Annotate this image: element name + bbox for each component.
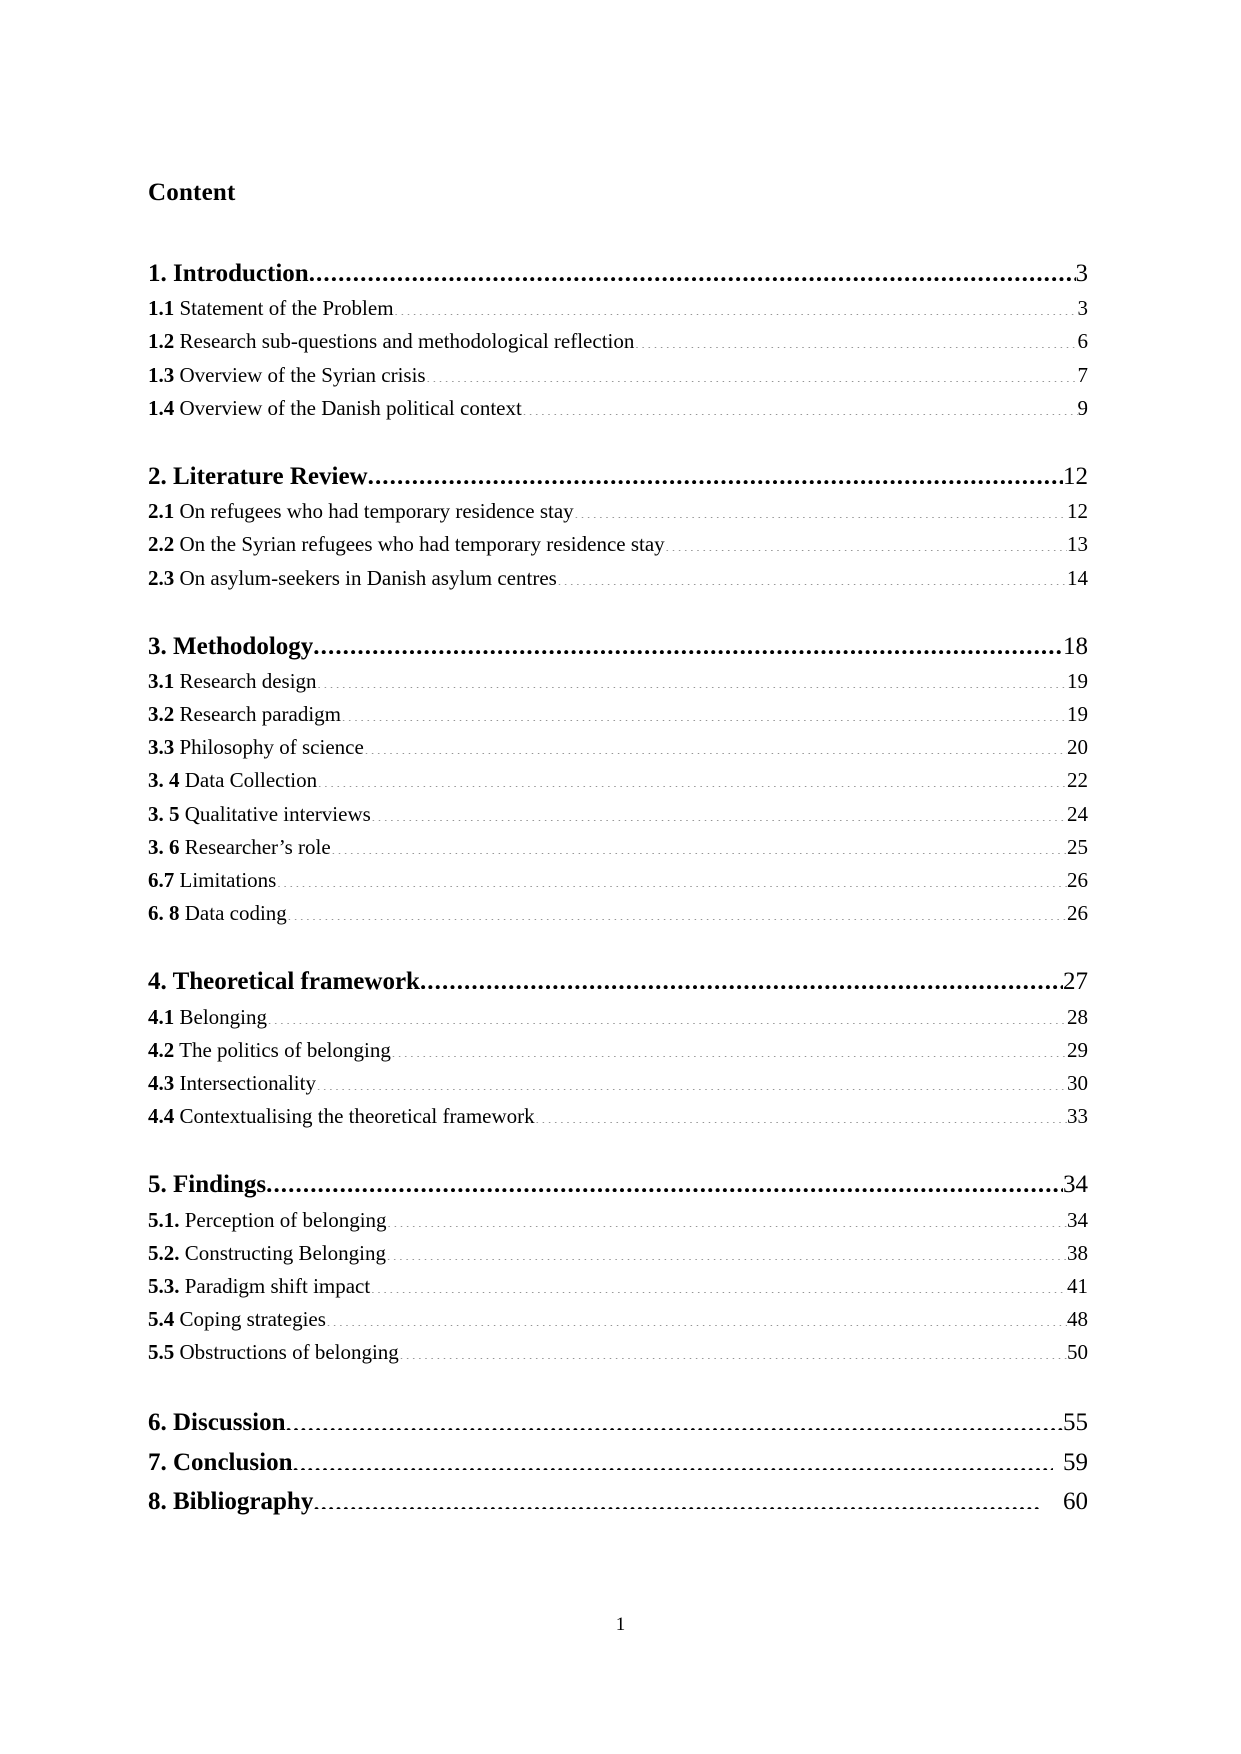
dot-leader <box>309 256 1076 281</box>
toc-entry-row[interactable] <box>148 562 1088 595</box>
dot-leader <box>394 294 1078 315</box>
toc-group-4 <box>148 964 1088 1133</box>
toc-entry-label: 3.2 Research paradigm <box>148 702 342 727</box>
toc-entry-row[interactable] <box>148 764 1088 797</box>
toc-entry-label: 5.1. Perception of belonging <box>148 1207 387 1232</box>
toc-chapter-row[interactable] <box>148 964 1088 1000</box>
dot-leader <box>287 899 1067 920</box>
toc-group-5 <box>148 1167 1088 1369</box>
table-of-contents <box>148 178 1088 1522</box>
toc-page-number: 24 <box>1067 801 1088 826</box>
toc-entry-label: 2.1 On refugees who had temporary residence stay <box>148 499 574 524</box>
toc-entry-label: 2.3 On asylum-seekers in Danish asylum centres <box>148 565 557 590</box>
dot-leader <box>370 1272 1067 1293</box>
dot-leader <box>634 327 1077 348</box>
dot-leader <box>368 459 1063 484</box>
toc-page-number: 38 <box>1067 1240 1088 1265</box>
toc-page-number: 12 <box>1067 499 1088 524</box>
toc-chapter-row[interactable] <box>148 459 1088 495</box>
toc-entry-row[interactable] <box>148 831 1088 864</box>
toc-entry-row[interactable] <box>148 864 1088 897</box>
toc-entry-row[interactable] <box>148 1100 1088 1133</box>
dot-leader <box>313 629 1063 654</box>
toc-page-number: 3 <box>1075 260 1088 287</box>
toc-page-number: 30 <box>1067 1070 1088 1095</box>
toc-page-number: 34 <box>1063 1171 1088 1199</box>
toc-entry-label: 1.2 Research sub-questions and methodological reflection <box>148 329 635 354</box>
toc-page-number: 12 <box>1063 462 1088 490</box>
toc-chapter-label: 1. Introduction <box>148 260 309 287</box>
toc-page-number: 29 <box>1067 1037 1088 1062</box>
dot-leader <box>292 1445 1053 1470</box>
toc-chapter-label: 3. Methodology <box>148 632 314 660</box>
dot-leader <box>316 1069 1067 1090</box>
toc-entry-row[interactable] <box>148 897 1088 930</box>
toc-group-tail <box>148 1403 1088 1522</box>
toc-entry-label: 5.4 Coping strategies <box>148 1307 326 1332</box>
toc-entry-row[interactable] <box>148 325 1088 358</box>
dot-leader <box>317 667 1067 688</box>
toc-page-number: 48 <box>1067 1307 1088 1332</box>
toc-chapter-row[interactable] <box>148 1167 1088 1203</box>
toc-page-number: 41 <box>1067 1273 1088 1298</box>
toc-page-number: 20 <box>1067 735 1088 760</box>
toc-chapter-row[interactable] <box>148 629 1088 665</box>
toc-entry-row[interactable] <box>148 1270 1088 1303</box>
toc-entry-label: 1.3 Overview of the Syrian crisis <box>148 362 426 387</box>
dot-leader <box>522 394 1078 415</box>
toc-entry-row[interactable] <box>148 495 1088 528</box>
dot-leader <box>317 766 1067 787</box>
toc-group-1 <box>148 256 1088 425</box>
toc-page-number: 19 <box>1067 668 1088 693</box>
toc-entry-label: 4.1 Belonging <box>148 1004 267 1029</box>
toc-entry-label: 5.5 Obstructions of belonging <box>148 1340 399 1365</box>
toc-entry-label: 5.2. Constructing Belonging <box>148 1240 386 1265</box>
toc-entry-row[interactable] <box>148 359 1088 392</box>
toc-chapter-row[interactable] <box>148 1403 1088 1443</box>
toc-entry-row[interactable] <box>148 798 1088 831</box>
toc-page-number: 55 <box>1063 1409 1088 1437</box>
toc-page-number: 26 <box>1067 901 1088 926</box>
toc-page-number: 9 <box>1077 395 1088 420</box>
toc-chapter-label: 7. Conclusion <box>148 1448 293 1476</box>
toc-entry-label: 6.7 Limitations <box>148 867 277 892</box>
toc-entry-label: 4.2 The politics of belonging <box>148 1037 391 1062</box>
dot-leader <box>341 700 1067 721</box>
toc-page-number: 19 <box>1067 702 1088 727</box>
toc-page-number: 27 <box>1063 968 1088 996</box>
toc-page-number: 6 <box>1077 329 1088 354</box>
toc-page-number: 3 <box>1077 296 1088 321</box>
toc-entry-label: 1.1 Statement of the Problem <box>148 296 394 321</box>
toc-entry-row[interactable] <box>148 528 1088 561</box>
toc-entry-row[interactable] <box>148 665 1088 698</box>
toc-chapter-label: 8. Bibliography <box>148 1488 314 1516</box>
toc-entry-row[interactable] <box>148 1336 1088 1369</box>
dot-leader <box>557 564 1067 585</box>
toc-page-number: 22 <box>1067 768 1088 793</box>
toc-entry-label: 1.4 Overview of the Danish political context <box>148 395 522 420</box>
dot-leader <box>535 1102 1067 1123</box>
dot-leader <box>386 1239 1067 1260</box>
dot-leader <box>286 1405 1063 1430</box>
toc-entry-row[interactable] <box>148 1237 1088 1270</box>
toc-entry-row[interactable] <box>148 1303 1088 1336</box>
dot-leader <box>420 964 1063 989</box>
toc-chapter-row[interactable] <box>148 1482 1088 1522</box>
toc-page-number: 34 <box>1067 1207 1088 1232</box>
toc-page-number: 7 <box>1077 362 1088 387</box>
dot-leader <box>313 1484 1041 1509</box>
toc-page-number: 59 <box>1063 1448 1088 1476</box>
toc-entry-row[interactable] <box>148 1204 1088 1237</box>
toc-chapter-label: 4. Theoretical framework <box>148 968 420 996</box>
dot-leader <box>331 833 1067 854</box>
toc-entry-row[interactable] <box>148 698 1088 731</box>
toc-entry-label: 6. 8 Data coding <box>148 901 287 926</box>
toc-entry-label: 3. 4 Data Collection <box>148 768 318 793</box>
dot-leader <box>371 800 1067 821</box>
toc-page-number: 25 <box>1067 834 1088 859</box>
toc-page-number: 60 <box>1063 1488 1088 1516</box>
dot-leader <box>665 530 1067 551</box>
toc-page-number: 33 <box>1067 1104 1088 1129</box>
dot-leader <box>574 497 1067 518</box>
toc-entry-label: 3.3 Philosophy of science <box>148 735 364 760</box>
toc-chapter-label: 5. Findings <box>148 1171 267 1199</box>
dot-leader <box>399 1338 1067 1359</box>
toc-entry-row[interactable] <box>148 1067 1088 1100</box>
dot-leader <box>387 1206 1067 1227</box>
toc-page-number: 50 <box>1067 1340 1088 1365</box>
toc-page-number: 13 <box>1067 532 1088 557</box>
toc-group-2 <box>148 459 1088 595</box>
toc-entry-row[interactable] <box>148 731 1088 764</box>
toc-page-number: 28 <box>1067 1004 1088 1029</box>
toc-page-number: 18 <box>1063 632 1088 660</box>
toc-page-number: 26 <box>1067 867 1088 892</box>
toc-entry-label: 5.3. Paradigm shift impact <box>148 1273 371 1298</box>
page-footer-number: 1 <box>615 1614 626 1635</box>
page-title: Content <box>148 179 236 206</box>
toc-page-number: 14 <box>1067 565 1088 590</box>
toc-chapter-row[interactable] <box>148 1443 1088 1483</box>
toc-chapter-label: 6. Discussion <box>148 1409 286 1437</box>
dot-leader <box>426 361 1078 382</box>
toc-entry-label: 4.3 Intersectionality <box>148 1070 316 1095</box>
toc-entry-label: 4.4 Contextualising the theoretical framework <box>148 1104 535 1129</box>
toc-entry-label: 3. 5 Qualitative interviews <box>148 801 371 826</box>
toc-entry-row[interactable] <box>148 292 1088 325</box>
dot-leader <box>267 1003 1067 1024</box>
toc-entry-row[interactable] <box>148 1034 1088 1067</box>
dot-leader <box>276 866 1067 887</box>
toc-entry-label: 2.2 On the Syrian refugees who had temporary residence stay <box>148 532 665 557</box>
dot-leader <box>266 1167 1063 1192</box>
dot-leader <box>326 1305 1067 1326</box>
toc-group-3 <box>148 629 1088 931</box>
dot-leader <box>364 733 1067 754</box>
toc-chapter-row[interactable] <box>148 256 1088 292</box>
toc-entry-row[interactable] <box>148 1001 1088 1034</box>
toc-entry-label: 3.1 Research design <box>148 668 317 693</box>
toc-entry-label: 3. 6 Researcher’s role <box>148 834 331 859</box>
toc-entry-row[interactable] <box>148 392 1088 425</box>
toc-chapter-label: 2. Literature Review <box>148 462 368 490</box>
dot-leader <box>391 1036 1067 1057</box>
